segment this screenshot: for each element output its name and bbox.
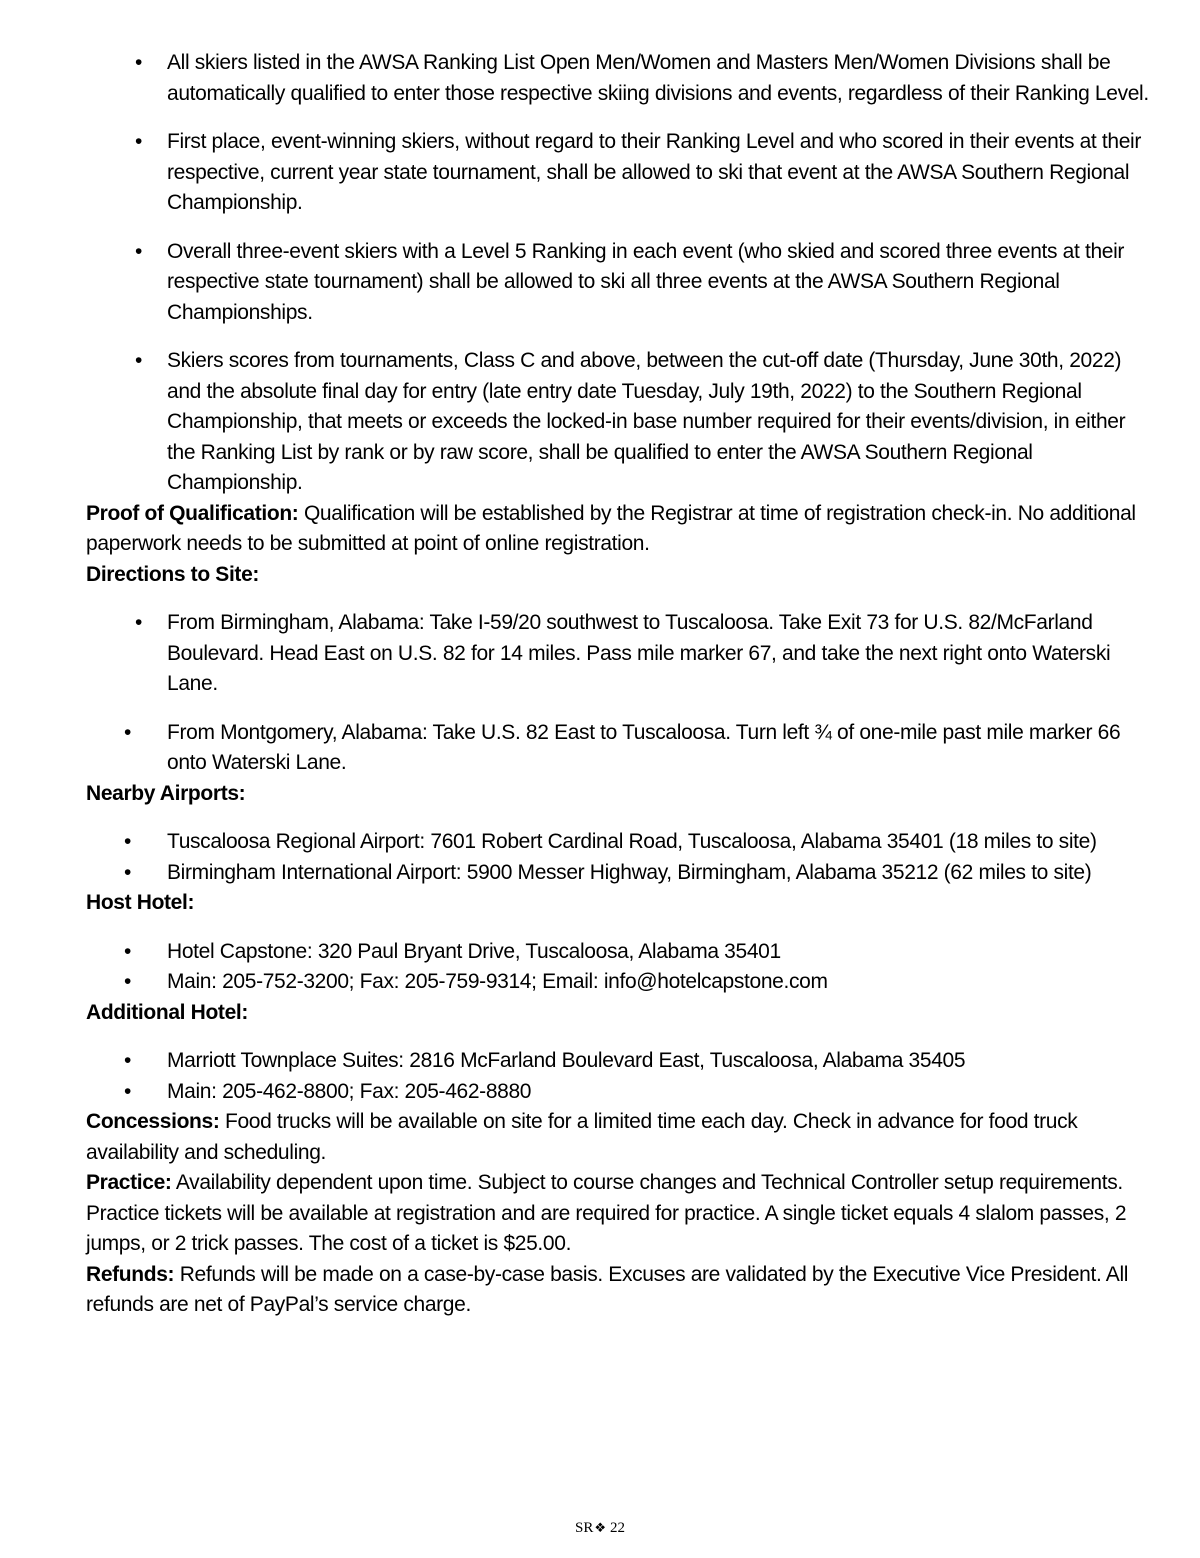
page-footer	[0, 1520, 1200, 1537]
bullet-icon: •	[135, 239, 143, 263]
list-item	[86, 1046, 1150, 1077]
list-item	[86, 1077, 1150, 1108]
list-item	[86, 858, 1150, 889]
additional-hotel-list	[86, 1046, 1150, 1107]
bullet-icon: •	[124, 1049, 132, 1072]
list-item-text: Birmingham International Airport: 5900 Messer Highway, Birmingham, Alabama 35212 (62 miles to site)	[167, 860, 1092, 884]
bullet-icon: •	[135, 349, 143, 372]
list-item-text: All skiers listed in the AWSA Ranking List Open Men/Women and Masters Men/Women Divisions shall be automatically qualified to enter those respective skiing divisions and events, regardless of their Ranking Level.	[167, 51, 1149, 105]
list-item	[86, 937, 1150, 968]
airports-heading: Nearby Airports:	[86, 781, 246, 805]
list-item	[86, 967, 1150, 998]
airports-list	[86, 827, 1150, 888]
list-item-text: From Montgomery, Alabama: Take U.S. 82 East to Tuscaloosa. Turn left ¾ of one-mile past mile marker 66 onto Waterski Lane.	[167, 720, 1121, 774]
bullet-icon: •	[135, 51, 143, 74]
bullet-icon: •	[124, 1079, 132, 1103]
list-item-text: Tuscaloosa Regional Airport: 7601 Robert Cardinal Road, Tuscaloosa, Alabama 35401 (18 miles to site)	[167, 830, 1097, 853]
concessions-text: Food trucks will be available on site for a limited time each day. Check in advance for food truck availability and scheduling.	[86, 1110, 1078, 1164]
document-page	[86, 48, 1150, 1321]
list-item-text: Skiers scores from tournaments, Class C and above, between the cut-off date (Thursday, June 30th, 2022) and the absolute final day for entry (late entry date Tuesday, July 19th, 2022) to the Southern Regional Championship, that meets or exceeds the locked-in base number required for their events/division, in either the Ranking List by rank or by raw score, shall be qualified to enter the AWSA Southern Regional Championship.	[167, 349, 1126, 494]
concessions-paragraph	[86, 1107, 1150, 1168]
list-item-text: Marriott Townplace Suites: 2816 McFarland Boulevard East, Tuscaloosa, Alabama 35405	[167, 1049, 966, 1072]
list-item	[86, 237, 1150, 329]
practice-text: Availability dependent upon time. Subject to course changes and Technical Controller setup requirements. Practice tickets will be available at registration and are required for practice. A single ticket equals 4 slalom passes, 2 jumps, or 2 trick passes. The cost of a ticket is $25.00.	[86, 1171, 1127, 1255]
concessions-label: Concessions:	[86, 1110, 220, 1133]
list-item-text: Main: 205-462-8800; Fax: 205-462-8880	[167, 1079, 532, 1103]
host-hotel-list	[86, 937, 1150, 998]
list-item	[86, 48, 1150, 109]
bullet-icon: •	[124, 970, 132, 993]
list-item-text: First place, event-winning skiers, without regard to their Ranking Level and who scored in their events at their respective, current year state tournament, shall be allowed to ski that event at the AWSA Southern Regional Championship.	[167, 130, 1141, 214]
list-item	[86, 718, 1150, 779]
list-item-text: Hotel Capstone: 320 Paul Bryant Drive, Tuscaloosa, Alabama 35401	[167, 939, 781, 963]
bullet-icon: •	[135, 130, 143, 153]
list-item	[86, 608, 1150, 700]
host-hotel-heading: Host Hotel:	[86, 891, 195, 914]
proof-of-qualification-text: Qualification will be established by the Registrar at time of registration check-in. No additional paperwork needs to be submitted at point of online registration.	[86, 501, 1136, 555]
page-number: 22	[610, 1520, 625, 1536]
bullet-icon: •	[124, 939, 132, 963]
bullet-icon: •	[124, 720, 132, 744]
directions-heading: Directions to Site:	[86, 562, 260, 586]
qualification-list	[86, 48, 1150, 499]
list-item-text: From Birmingham, Alabama: Take I-59/20 southwest to Tuscaloosa. Take Exit 73 for U.S. 82/McFarland Boulevard. Head East on U.S. 82 for 14 miles. Pass mile marker 67, and take the next right onto Waterski Lane.	[167, 611, 1111, 695]
refunds-paragraph	[86, 1260, 1150, 1321]
practice-paragraph	[86, 1168, 1150, 1260]
diamond-ornament-icon: ❖	[594, 1520, 606, 1535]
refunds-text: Refunds will be made on a case-by-case basis. Excuses are validated by the Executive Vice President. All refunds are net of PayPal’s service charge.	[86, 1262, 1129, 1316]
bullet-icon: •	[124, 860, 132, 884]
bullet-icon: •	[135, 611, 143, 634]
list-item-text: Overall three-event skiers with a Level 5 Ranking in each event (who skied and scored three events at their respective state tournament) shall be allowed to ski all three events at the AWSA Southern Regional Championships.	[167, 239, 1125, 324]
list-item	[86, 346, 1150, 499]
list-item	[86, 827, 1150, 858]
refunds-label: Refunds:	[86, 1262, 175, 1286]
proof-of-qualification-label: Proof of Qualification:	[86, 501, 299, 525]
additional-hotel-heading: Additional Hotel:	[86, 1000, 249, 1024]
bullet-icon: •	[124, 830, 132, 853]
list-item	[86, 127, 1150, 219]
list-item-text: Main: 205-752-3200; Fax: 205-759-9314; Email: info@hotelcapstone.com	[167, 970, 828, 993]
footer-prefix: SR	[574, 1520, 594, 1536]
directions-list	[86, 608, 1150, 779]
proof-of-qualification-paragraph	[86, 499, 1150, 560]
practice-label: Practice:	[86, 1171, 172, 1194]
